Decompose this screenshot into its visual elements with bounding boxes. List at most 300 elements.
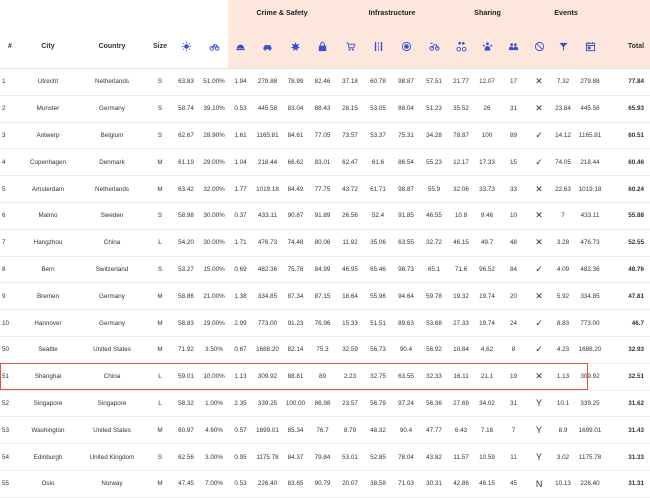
cell-value: 59.01 — [172, 363, 200, 390]
cell-value: 88.43 — [309, 95, 336, 122]
cell-value: 98.87 — [392, 69, 420, 96]
cell-value: 17 — [500, 69, 527, 96]
cell-value: 21.00% — [200, 283, 228, 310]
cell-value: 76.7 — [309, 417, 336, 444]
cell-value: 19.00% — [200, 310, 228, 337]
cell-total: 46.7 — [605, 310, 650, 337]
cell-city: Bern — [20, 256, 76, 283]
cell-value: 76.96 — [309, 310, 336, 337]
cell-value: 78.04 — [392, 444, 420, 471]
cell-value: 12.17 — [448, 149, 474, 176]
cell-total: 31.33 — [605, 444, 650, 471]
cell-value: 46.55 — [420, 202, 448, 229]
cell-value: 334.85 — [575, 283, 605, 310]
cell-value: 10.13 — [551, 470, 575, 497]
cell-value: 47.77 — [420, 417, 448, 444]
cell-country: Singapore — [76, 390, 148, 417]
table-row[interactable] — [0, 310, 650, 337]
cell-value: 90.79 — [309, 470, 336, 497]
cell-total: 60.46 — [605, 149, 650, 176]
cell-city: Munster — [20, 95, 76, 122]
cell-value: ✓ — [527, 310, 551, 337]
cell-rank: 51 — [0, 363, 20, 390]
bike-share-icon — [429, 41, 440, 52]
cell-value: Y — [527, 390, 551, 417]
table-row[interactable] — [0, 229, 650, 256]
col-rank[interactable]: # — [0, 24, 20, 69]
cell-value: 84.99 — [309, 256, 336, 283]
cell-country: Germany — [76, 310, 148, 337]
cell-value: 84.61 — [282, 122, 309, 149]
cell-value: 10.84 — [448, 336, 474, 363]
events-share-icon — [558, 41, 569, 52]
cell-value: 100 — [474, 122, 500, 149]
cell-value: 53.27 — [172, 256, 200, 283]
cell-city: Edinburgh — [20, 444, 76, 471]
cell-value: 51.51 — [364, 310, 392, 337]
cell-value: 15.33 — [336, 310, 364, 337]
cell-value: ✕ — [527, 69, 551, 96]
cell-value: 15 — [500, 149, 527, 176]
col-fatalities[interactable] — [228, 24, 253, 69]
table-row[interactable] — [0, 202, 650, 229]
cell-value: 65.46 — [364, 256, 392, 283]
cell-value: 77.75 — [309, 176, 336, 203]
cell-value: 1.94 — [228, 69, 253, 96]
col-country[interactable]: Country — [76, 24, 148, 69]
cell-value: 4.60% — [200, 417, 228, 444]
cell-value: 10 — [500, 202, 527, 229]
cell-value: 49.7 — [474, 229, 500, 256]
group-crime-safety-label: Crime & Safety — [256, 7, 308, 17]
cell-value: 91.85 — [392, 202, 420, 229]
table-row[interactable] — [0, 69, 650, 96]
cell-value: 75.31 — [392, 122, 420, 149]
cell-value: 55.96 — [364, 283, 392, 310]
cell-value: 22.63 — [551, 176, 575, 203]
cell-value: 19.32 — [448, 283, 474, 310]
cell-value: 43.82 — [420, 444, 448, 471]
cell-value: 17.33 — [474, 149, 500, 176]
cell-value: 0.53 — [228, 95, 253, 122]
table-row[interactable] — [0, 283, 650, 310]
cell-value: 55.9 — [420, 176, 448, 203]
cell-value: 4.23 — [551, 336, 575, 363]
cell-city: Hangzhou — [20, 229, 76, 256]
cell-value: 1165.81 — [253, 122, 282, 149]
cell-value: ✕ — [527, 95, 551, 122]
cell-rank: 3 — [0, 122, 20, 149]
cell-value: 54.20 — [172, 229, 200, 256]
cell-value: 445.58 — [575, 95, 605, 122]
group-icon — [508, 41, 519, 52]
cell-value: 1688.20 — [253, 336, 282, 363]
table-row[interactable] — [0, 444, 650, 471]
col-group[interactable] — [500, 24, 527, 69]
cell-value: Y — [527, 444, 551, 471]
cell-value: 48 — [500, 229, 527, 256]
cell-value: 53.05 — [364, 95, 392, 122]
cell-value: 66.62 — [282, 149, 309, 176]
cell-value: 53.01 — [336, 444, 364, 471]
cell-value: 0.53 — [228, 470, 253, 497]
cell-value: 34.02 — [474, 390, 500, 417]
cell-total: 47.81 — [605, 283, 650, 310]
col-size[interactable]: Size — [148, 24, 172, 69]
cell-value: 2.35 — [228, 390, 253, 417]
cell-value: 1.13 — [551, 363, 575, 390]
cell-value: 339.25 — [253, 390, 282, 417]
cell-value: 75.3 — [309, 336, 336, 363]
cell-value: 55.23 — [420, 149, 448, 176]
cell-value: ✓ — [527, 122, 551, 149]
cell-value: 83.04 — [282, 95, 309, 122]
col-weather[interactable] — [172, 24, 200, 69]
cell-value: 1165.81 — [575, 122, 605, 149]
cell-size: M — [148, 470, 172, 497]
col-cycling-people[interactable] — [448, 24, 474, 69]
table-row[interactable] — [0, 95, 650, 122]
cell-size: M — [148, 310, 172, 337]
cell-value: 71.6 — [448, 256, 474, 283]
cell-value: 8.79 — [336, 417, 364, 444]
cell-value: 91.23 — [282, 310, 309, 337]
cell-value: 74.05 — [551, 149, 575, 176]
cell-size: S — [148, 69, 172, 96]
cell-value: 7 — [500, 417, 527, 444]
cell-value: 18.64 — [336, 283, 364, 310]
cell-value: 45 — [500, 470, 527, 497]
cell-value: 334.85 — [253, 283, 282, 310]
cell-value: 4.09 — [551, 256, 575, 283]
cell-size: S — [148, 444, 172, 471]
cell-value: 218.44 — [253, 149, 282, 176]
cell-value: 3.28 — [551, 229, 575, 256]
cell-value: 32.06 — [448, 176, 474, 203]
cell-value: 83.65 — [282, 470, 309, 497]
cell-value: 56.92 — [420, 336, 448, 363]
cell-value: 79.84 — [309, 444, 336, 471]
cell-value: 80.06 — [309, 229, 336, 256]
cell-value: 57.51 — [420, 69, 448, 96]
cell-total: 77.84 — [605, 69, 650, 96]
cell-city: Copenhagen — [20, 149, 76, 176]
cell-value: 38.58 — [364, 470, 392, 497]
cell-value: 23.84 — [551, 95, 575, 122]
cell-value: 2.99 — [228, 310, 253, 337]
cell-value: 74.48 — [282, 229, 309, 256]
cell-value: 58.32 — [172, 390, 200, 417]
cell-value: 32.75 — [364, 363, 392, 390]
cell-value: 58.83 — [172, 310, 200, 337]
cell-value: 24 — [500, 310, 527, 337]
cell-value: 63.55 — [392, 363, 420, 390]
cell-size: L — [148, 390, 172, 417]
cell-value: 20.07 — [336, 470, 364, 497]
cell-size: M — [148, 417, 172, 444]
cell-value: 6.43 — [448, 417, 474, 444]
cell-country: Germany — [76, 95, 148, 122]
cell-value: 33.73 — [474, 176, 500, 203]
cell-value: ✕ — [527, 283, 551, 310]
cell-value: 21.1 — [474, 363, 500, 390]
cell-value: 88.81 — [282, 363, 309, 390]
table-row[interactable] — [0, 390, 650, 417]
cell-value: 10.8 — [448, 202, 474, 229]
cell-total: 31.43 — [605, 417, 650, 444]
col-bike-lanes[interactable] — [364, 24, 392, 69]
cell-value: 96.52 — [474, 256, 500, 283]
cell-value: ✓ — [527, 256, 551, 283]
cell-value: 7.16 — [474, 417, 500, 444]
cell-rank: 10 — [0, 310, 20, 337]
cell-value: 10.59 — [474, 444, 500, 471]
col-events-share[interactable] — [551, 24, 575, 69]
cell-value: 46.15 — [474, 470, 500, 497]
col-bike-shops[interactable] — [336, 24, 364, 69]
cell-value: 75.78 — [282, 256, 309, 283]
cell-value: 32.72 — [420, 229, 448, 256]
cell-value: 1699.01 — [575, 417, 605, 444]
cell-country: Norway — [76, 470, 148, 497]
cell-value: 10.00% — [200, 363, 228, 390]
cell-value: 56.73 — [364, 336, 392, 363]
cell-value: 82.14 — [282, 336, 309, 363]
table-row[interactable] — [0, 470, 650, 497]
cell-value: 91.89 — [309, 202, 336, 229]
col-bike-theft[interactable] — [253, 24, 282, 69]
cell-value: ✓ — [527, 336, 551, 363]
cell-country: Germany — [76, 283, 148, 310]
cell-value: 32.00% — [200, 176, 228, 203]
cell-country: United Kingdom — [76, 444, 148, 471]
cell-value: 98.87 — [392, 176, 420, 203]
cell-value: 58.74 — [172, 95, 200, 122]
cell-value: 42.86 — [448, 470, 474, 497]
cell-value: 51.00% — [200, 69, 228, 96]
cell-value: 23.57 — [336, 390, 364, 417]
table-row[interactable] — [0, 122, 650, 149]
cell-value: 32.59 — [336, 336, 364, 363]
cell-value: 90.87 — [282, 202, 309, 229]
cell-size: L — [148, 229, 172, 256]
cell-value: 26 — [474, 95, 500, 122]
cell-size: S — [148, 202, 172, 229]
cell-size: S — [148, 122, 172, 149]
cell-value: 62.47 — [336, 149, 364, 176]
cell-value: 97.24 — [392, 390, 420, 417]
table-row[interactable] — [0, 363, 650, 390]
cell-value: 14.12 — [551, 122, 575, 149]
cell-value: 21.77 — [448, 69, 474, 96]
cell-value: 53.37 — [364, 122, 392, 149]
cell-value: 53.68 — [420, 310, 448, 337]
cell-value: 15.00% — [200, 256, 228, 283]
cell-value: 7.32 — [551, 69, 575, 96]
cell-value: 1.61 — [228, 122, 253, 149]
table-row[interactable] — [0, 417, 650, 444]
cell-value: 94.64 — [392, 283, 420, 310]
cell-value: 16.11 — [448, 363, 474, 390]
cell-value: 86.54 — [392, 149, 420, 176]
cell-total: 48.76 — [605, 256, 650, 283]
cell-value: 1.77 — [228, 176, 253, 203]
cell-value: 62.56 — [172, 444, 200, 471]
cell-value: 63.42 — [172, 176, 200, 203]
cell-value: 279.88 — [575, 69, 605, 96]
cell-value: 1175.78 — [253, 444, 282, 471]
cell-value: 32.33 — [420, 363, 448, 390]
cell-country: Netherlands — [76, 176, 148, 203]
cell-size: M — [148, 283, 172, 310]
parking-icon — [401, 41, 412, 52]
cell-value: 84.49 — [282, 176, 309, 203]
cell-value: 1.38 — [228, 283, 253, 310]
cell-value: 58.86 — [172, 283, 200, 310]
cell-value: 28.15 — [336, 95, 364, 122]
cell-size: S — [148, 256, 172, 283]
col-lock[interactable] — [309, 24, 336, 69]
cell-value: 100.00 — [282, 390, 309, 417]
col-bicycle-usage[interactable] — [200, 24, 228, 69]
col-community[interactable] — [474, 24, 500, 69]
cell-value: 3.00% — [200, 444, 228, 471]
cell-rank: 52 — [0, 390, 20, 417]
cell-value: 773.00 — [253, 310, 282, 337]
cell-value: 84 — [500, 256, 527, 283]
table-row[interactable] — [0, 176, 650, 203]
group-infrastructure-label: Infrastructure — [368, 7, 416, 17]
cell-value: 445.58 — [253, 95, 282, 122]
cell-value: 5.92 — [551, 283, 575, 310]
cell-city: Hannover — [20, 310, 76, 337]
cell-value: 0.69 — [228, 256, 253, 283]
cell-size: M — [148, 336, 172, 363]
cell-value: 43.72 — [336, 176, 364, 203]
cell-value: 63.55 — [392, 229, 420, 256]
cell-value: 8.83 — [551, 310, 575, 337]
cell-value: 1019.18 — [253, 176, 282, 203]
cell-size: S — [148, 95, 172, 122]
cell-value: ✕ — [527, 229, 551, 256]
cell-value: 87.34 — [282, 283, 309, 310]
cell-value: 71.92 — [172, 336, 200, 363]
table-row[interactable] — [0, 336, 650, 363]
cell-value: 0.95 — [228, 444, 253, 471]
cell-value: 7.00% — [200, 470, 228, 497]
cell-size: L — [148, 363, 172, 390]
cell-value: 85.34 — [282, 417, 309, 444]
group-crime-safety — [228, 0, 336, 24]
cell-value: 63.83 — [172, 69, 200, 96]
col-car-free[interactable] — [527, 24, 551, 69]
cell-value: 37.18 — [336, 69, 364, 96]
cell-value: 20 — [500, 283, 527, 310]
cell-city: Singapore — [20, 390, 76, 417]
cell-value: 4.62 — [474, 336, 500, 363]
cell-size: M — [148, 176, 172, 203]
bike-lane-icon — [373, 41, 384, 52]
cell-value: ✕ — [527, 202, 551, 229]
col-total[interactable]: Total — [605, 24, 650, 69]
cell-value: 48.32 — [364, 417, 392, 444]
col-events[interactable] — [575, 24, 605, 69]
cell-value: 73.57 — [336, 122, 364, 149]
cell-value: 476.73 — [253, 229, 282, 256]
cell-value: 218.44 — [575, 149, 605, 176]
cell-value: 27.33 — [448, 310, 474, 337]
cell-value: 61.19 — [172, 149, 200, 176]
col-bike-share[interactable] — [420, 24, 448, 69]
cell-value: 1.71 — [228, 229, 253, 256]
cell-value: 10.1 — [551, 390, 575, 417]
cell-rank: 8 — [0, 256, 20, 283]
cell-value: 90.4 — [392, 336, 420, 363]
cell-rank: 55 — [0, 470, 20, 497]
table-row[interactable] — [0, 149, 650, 176]
col-crash[interactable] — [282, 24, 309, 69]
cell-total: 52.55 — [605, 229, 650, 256]
cell-value: 1688.20 — [575, 336, 605, 363]
cell-value: 35.06 — [364, 229, 392, 256]
cell-value: 11.57 — [448, 444, 474, 471]
cell-value: 87.15 — [309, 283, 336, 310]
cell-value: Y — [527, 417, 551, 444]
cell-country: Belgium — [76, 122, 148, 149]
cell-total: 31.31 — [605, 470, 650, 497]
table-body — [0, 69, 650, 498]
cell-value: 2.23 — [336, 363, 364, 390]
cell-value: 0.67 — [228, 336, 253, 363]
cell-value: 33 — [500, 176, 527, 203]
col-city[interactable]: City — [20, 24, 76, 69]
cell-value: 89 — [500, 122, 527, 149]
cell-value: 46.95 — [336, 256, 364, 283]
cell-city: Shanghai — [20, 363, 76, 390]
cell-value: 61.6 — [364, 149, 392, 176]
sun-icon — [181, 41, 192, 52]
cell-country: Switzerland — [76, 256, 148, 283]
cell-rank: 9 — [0, 283, 20, 310]
group-events-label: Events — [554, 7, 578, 17]
group-events — [527, 0, 605, 24]
cell-value: ✓ — [527, 149, 551, 176]
col-parking[interactable] — [392, 24, 420, 69]
shop-cart-icon — [345, 41, 356, 52]
cell-rank: 1 — [0, 69, 20, 96]
cell-rank: 7 — [0, 229, 20, 256]
cell-value: 56.79 — [364, 390, 392, 417]
cell-value: 78.99 — [282, 69, 309, 96]
cell-value: 19.74 — [474, 283, 500, 310]
cell-value: 279.88 — [253, 69, 282, 96]
table-row[interactable] — [0, 256, 650, 283]
cell-value: 11 — [500, 444, 527, 471]
cell-value: 90.4 — [392, 417, 420, 444]
cell-rank: 53 — [0, 417, 20, 444]
cell-value: 3.50% — [200, 336, 228, 363]
cell-value: 29.00% — [200, 149, 228, 176]
cycling-people-icon — [456, 41, 467, 52]
cell-value: 28.90% — [200, 122, 228, 149]
cell-city: Seattle — [20, 336, 76, 363]
cell-rank: 54 — [0, 444, 20, 471]
cell-value: 31 — [500, 95, 527, 122]
cell-value: 89.63 — [392, 310, 420, 337]
cell-value: 59.78 — [420, 283, 448, 310]
cell-total: 32.93 — [605, 336, 650, 363]
cell-value: 482.36 — [575, 256, 605, 283]
